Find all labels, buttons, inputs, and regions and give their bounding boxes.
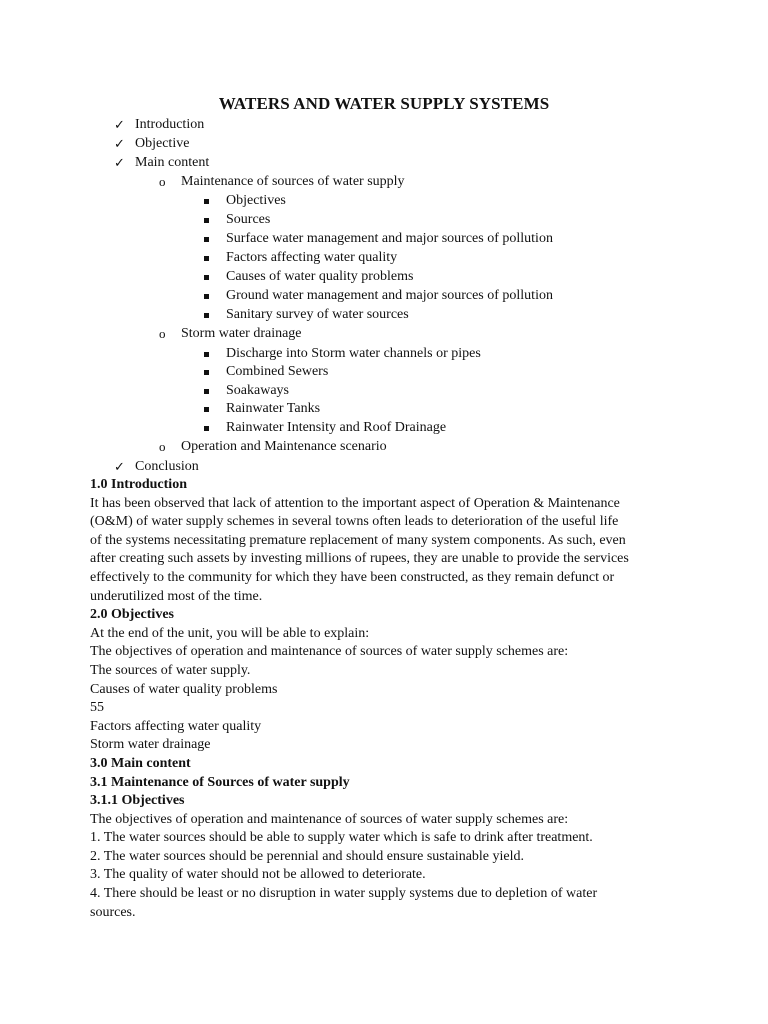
- toc-storm-item: Discharge into Storm water channels or pipes: [226, 346, 481, 361]
- heading-3-1: 3.1 Maintenance of Sources of water supply: [90, 774, 350, 790]
- square-bullet-icon: [204, 399, 209, 418]
- square-bullet-icon: [204, 191, 209, 210]
- text-line: 1. The water sources should be able to supply water which is safe to drink after treatment.: [90, 830, 593, 846]
- square-bullet-icon: [204, 418, 209, 437]
- text-line: Causes of water quality problems: [90, 681, 278, 697]
- toc-storm-item: Rainwater Intensity and Roof Drainage: [226, 420, 447, 435]
- toc-storm-item: Soakaways: [226, 383, 289, 398]
- text-line: 2. The water sources should be perennial and should ensure sustainable yield.: [90, 848, 525, 864]
- toc-operation: Operation and Maintenance scenario: [181, 439, 387, 454]
- heading-3-1-1: 3.1.1 Objectives: [90, 793, 185, 809]
- toc-maintenance-item: Objectives: [226, 193, 286, 208]
- square-bullet-icon: [204, 381, 209, 400]
- square-bullet-icon: [204, 267, 209, 286]
- square-bullet-icon: [204, 229, 209, 248]
- toc-maintenance-item: Factors affecting water quality: [226, 250, 398, 265]
- toc-conclusion: Conclusion: [135, 459, 199, 474]
- text-line: Factors affecting water quality: [90, 718, 262, 734]
- toc-maintenance-item: Sources: [226, 212, 271, 227]
- circle-bullet-icon: o: [159, 326, 166, 341]
- square-bullet-icon: [204, 344, 209, 363]
- page-number: 55: [90, 700, 104, 716]
- text-line: 4. There should be least or no disruption in water supply systems due to depletion of water sources.: [90, 886, 598, 920]
- toc-storm: Storm water drainage: [181, 326, 302, 341]
- toc-storm-item: Combined Sewers: [226, 364, 329, 379]
- heading-main-content: 3.0 Main content: [90, 755, 191, 771]
- toc-storm-item: Rainwater Tanks: [226, 401, 321, 416]
- circle-bullet-icon: o: [159, 439, 166, 454]
- check-icon: ✓: [114, 117, 125, 132]
- heading-objectives: 2.0 Objectives: [90, 607, 174, 623]
- check-icon: ✓: [114, 136, 125, 151]
- square-bullet-icon: [204, 248, 209, 267]
- text-line: The sources of water supply.: [90, 662, 251, 678]
- text-line: The objectives of operation and maintenance of sources of water supply schemes are:: [90, 644, 569, 660]
- check-icon: ✓: [114, 459, 125, 474]
- document-title: WATERS AND WATER SUPPLY SYSTEMS: [218, 94, 550, 113]
- check-icon: ✓: [114, 155, 125, 170]
- square-bullet-icon: [204, 362, 209, 381]
- toc-maintenance-item: Surface water management and major sources of pollution: [226, 231, 553, 246]
- toc-main-content: Main content: [135, 155, 210, 170]
- square-bullet-icon: [204, 286, 209, 305]
- introduction-paragraph: It has been observed that lack of attention to the important aspect of Operation & Maintenance (O&M) of water supply schemes in several towns often leads to deterioration of the useful life of the systems necessitating premature replacement of many system components. As such, even after creating such assets by investing millions of rupees, they are unable to provide the services effectively to the community for which they have been constructed, as they remain defunct or underutilized most of the time.: [90, 495, 629, 604]
- document-body: [90, 476, 630, 922]
- text-line: At the end of the unit, you will be able to explain:: [90, 625, 370, 641]
- toc-introduction: Introduction: [135, 117, 205, 132]
- toc-maintenance: Maintenance of sources of water supply: [181, 174, 405, 189]
- square-bullet-icon: [204, 305, 209, 324]
- text-line: Storm water drainage: [90, 737, 211, 753]
- heading-introduction: 1.0 Introduction: [90, 477, 187, 492]
- square-bullet-icon: [204, 210, 209, 229]
- toc-maintenance-item: Causes of water quality problems: [226, 269, 414, 284]
- text-line: 3. The quality of water should not be allowed to deteriorate.: [90, 867, 426, 883]
- toc-maintenance-item: Ground water management and major sources of pollution: [226, 288, 553, 303]
- text-line: The objectives of operation and maintenance of sources of water supply schemes are:: [90, 811, 569, 827]
- circle-bullet-icon: o: [159, 174, 166, 189]
- toc-maintenance-item: Sanitary survey of water sources: [226, 307, 409, 322]
- toc-objective: Objective: [135, 136, 190, 151]
